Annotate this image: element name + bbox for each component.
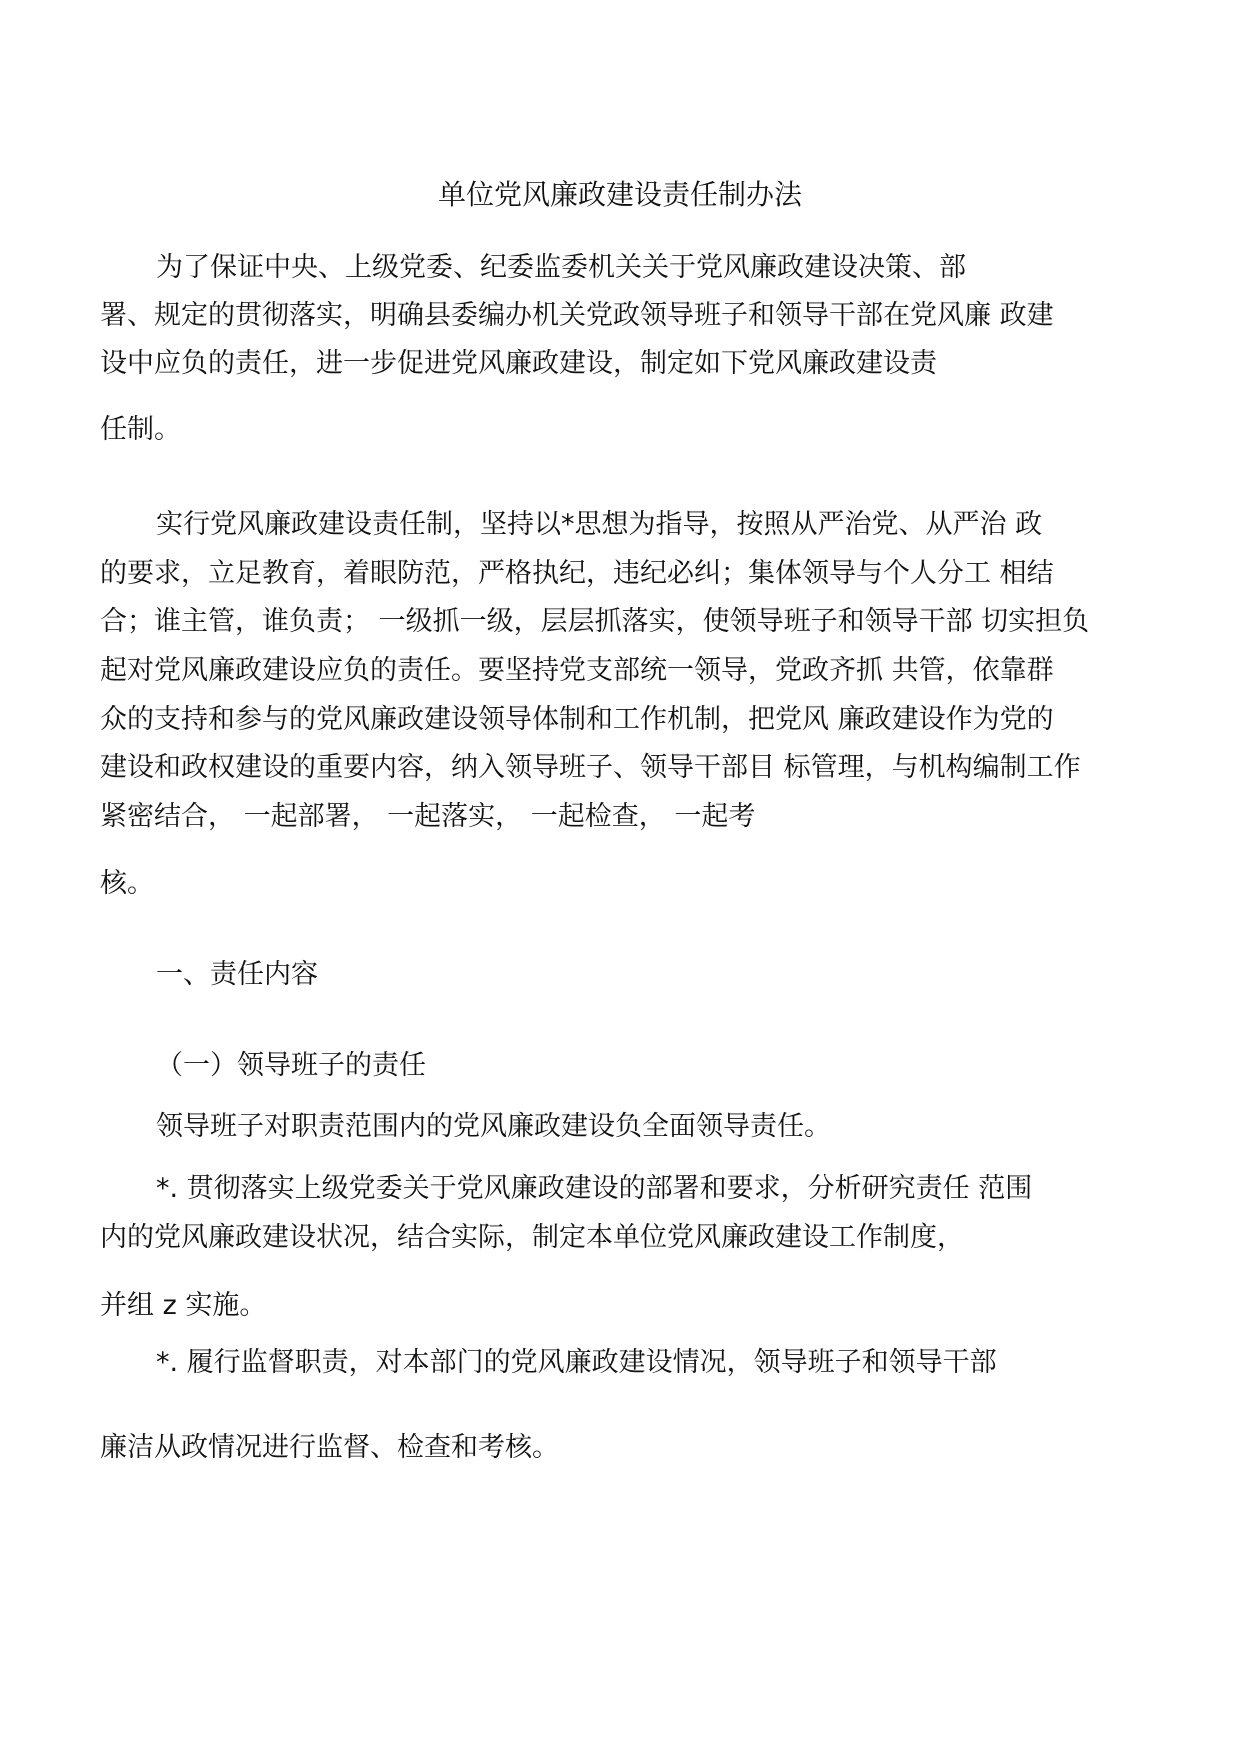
document-title: 单位党风廉政建设责任制办法 xyxy=(437,178,802,211)
item-1-line: 内的党风廉政建设状况，结合实际，制定本单位党风廉政建设工作制度， xyxy=(100,1222,964,1253)
principle-line: 紧密结合， 一起部署， 一起落实， 一起检查， 一起考 xyxy=(100,801,756,832)
intro-line: 任制。 xyxy=(100,414,181,445)
intro-line: 为了保证中央、上级党委、纪委监委机关关于党风廉政建设决策、部 xyxy=(156,252,966,283)
section-heading: 一、责任内容 xyxy=(156,959,318,990)
subsection-intro: 领导班子对职责范围内的党风廉政建设负全面领导责任。 xyxy=(156,1111,831,1142)
principle-line: 实行党风廉政建设责任制，坚持以*思想为指导，按照从严治党、从严治 政 xyxy=(156,509,1043,540)
principle-line: 核。 xyxy=(100,868,154,899)
principle-line: 建设和政权建设的重要内容，纳入领导班子、领导干部目 标管理，与机构编制工作 xyxy=(100,752,1081,783)
principle-line: 的要求，立足教育，着眼防范，严格执纪，违纪必纠；集体领导与个人分工 相结 xyxy=(100,558,1054,589)
intro-line: 设中应负的责任，进一步促进党风廉政建设，制定如下党风廉政建设责 xyxy=(100,348,937,379)
principle-line: 合；谁主管，谁负责； 一级抓一级，层层抓落实，使领导班子和领导干部 切实担负 xyxy=(100,606,1090,637)
item-1-line: *. 贯彻落实上级党委关于党风廉政建设的部署和要求，分析研究责任 范围 xyxy=(156,1173,1033,1204)
item-2-line: 廉洁从政情况进行监督、检查和考核。 xyxy=(100,1432,559,1463)
item-1-line: 并组 z 实施。 xyxy=(100,1290,267,1321)
item-2-line: *. 履行监督职责，对本部门的党风廉政建设情况，领导班子和领导干部 xyxy=(156,1347,997,1378)
principle-line: 众的支持和参与的党风廉政建设领导体制和工作机制，把党风 廉政建设作为党的 xyxy=(100,704,1054,735)
intro-line: 署、规定的贯彻落实，明确县委编办机关党政领导班子和领导干部在党风廉 政建 xyxy=(100,300,1054,331)
subsection-heading: （一）领导班子的责任 xyxy=(156,1050,426,1081)
principle-line: 起对党风廉政建设应负的责任。要坚持党支部统一领导，党政齐抓 共管，依靠群 xyxy=(100,655,1054,686)
